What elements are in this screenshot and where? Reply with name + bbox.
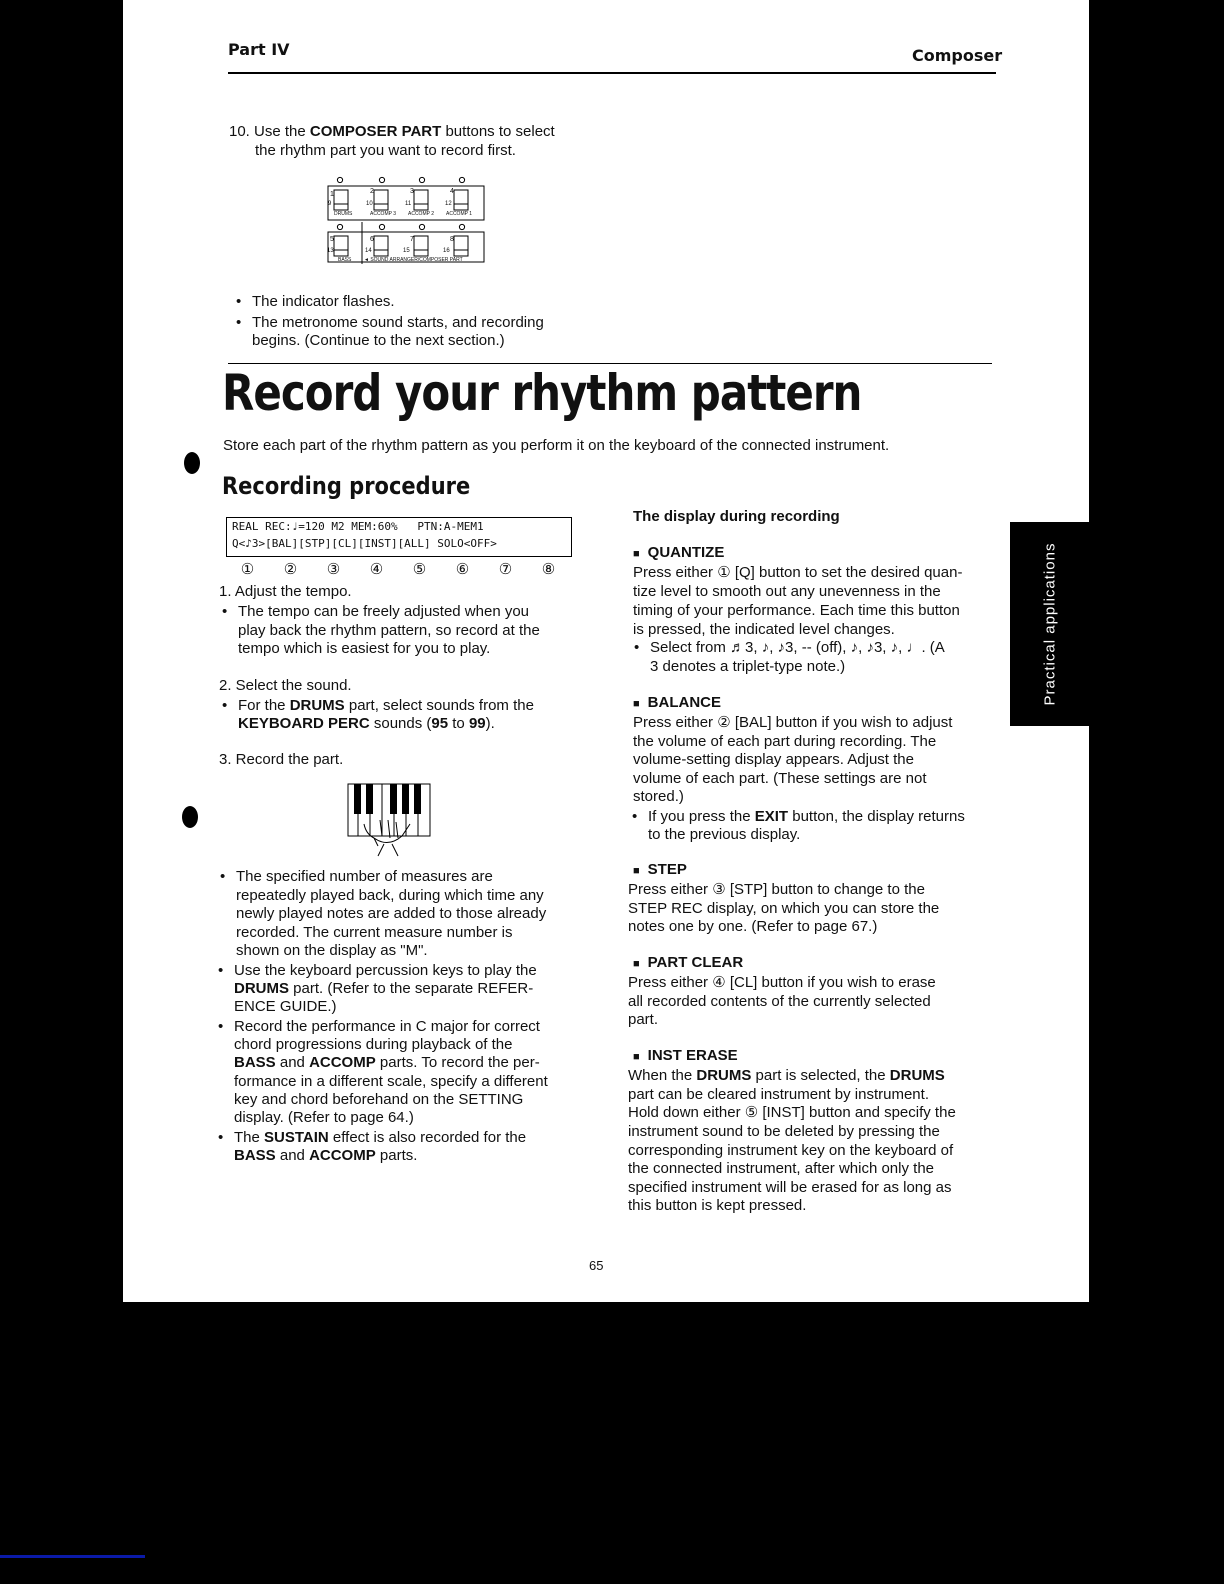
panel-num-2: 2 [370, 188, 374, 195]
step-1-bullet: • The tempo can be freely adjusted when you [238, 603, 529, 621]
panel-num-16: 16 [443, 248, 450, 254]
balance-l2: the volume of each part during recording. The [633, 733, 937, 750]
record-bullet-3: • Record the performance in C major for correct [234, 1018, 540, 1036]
balance-bullet: • If you press the EXIT button, the display returns [648, 808, 965, 826]
lcd-num-3: ③ [326, 561, 341, 578]
panel-num-7: 7 [410, 236, 414, 243]
record-bullet-1-l2: repeatedly played back, during which time any [236, 887, 544, 904]
quantize-bullet-l2: 3 denotes a triplet-type note.) [650, 658, 846, 675]
lcd-num-1: ① [240, 561, 255, 578]
quantize-bullet: • Select from ♬3, ♪, ♪3, -- (off), ♪, ♪3, ♪, ♩. (A [650, 639, 945, 657]
panel-num-4: 4 [450, 188, 454, 195]
header-section: Composer [912, 46, 1003, 65]
bullet-metronome: • The metronome sound starts, and recording [252, 314, 544, 332]
inst-erase-l4: instrument sound to be deleted by pressing the [628, 1123, 940, 1140]
scan-edge-mark [0, 1555, 145, 1558]
panel-num-13: 13 [327, 248, 334, 254]
inst-erase-l5: corresponding instrument key on the keyboard of [628, 1142, 954, 1159]
step-10: 10. Use the COMPOSER PART buttons to select [229, 123, 555, 140]
panel-num-10: 10 [366, 201, 373, 207]
inst-erase-l6: the connected instrument, after which only the [628, 1160, 935, 1177]
step-2: 2. Select the sound. [219, 677, 352, 694]
step-10-line2: the rhythm part you want to record first. [255, 142, 516, 159]
record-bullet-3-l5: key and chord beforehand on the SETTING [234, 1091, 524, 1108]
step-2-bullet: • For the DRUMS part, select sounds from the [238, 697, 534, 715]
inst-erase-l7: specified instrument will be erased for as long as [628, 1179, 952, 1196]
record-bullet-1-l5: shown on the display as "M". [236, 942, 428, 959]
panel-num-6: 6 [370, 236, 374, 243]
panel-label-accomp2: ACCOMP 2 [408, 211, 435, 217]
record-bullet-4: • The SUSTAIN effect is also recorded for the [234, 1129, 526, 1147]
step-l1: Press either ③ [STP] button to change to the [628, 881, 925, 898]
record-bullet-1-l4: recorded. The current measure number is [236, 924, 513, 941]
quantize-l4: is pressed, the indicated level changes. [633, 621, 895, 638]
balance-l4: volume of each part. (These settings are not [633, 770, 927, 787]
lcd-num-5: ⑤ [412, 561, 427, 578]
balance-l3: volume-setting display appears. Adjust the [633, 751, 914, 768]
panel-num-9: 9 [328, 201, 332, 207]
lcd-button-numbers [226, 560, 570, 578]
quantize-l2: tize level to smooth out any unevenness in the [633, 583, 941, 600]
record-bullet-3-l6: display. (Refer to page 64.) [234, 1109, 414, 1126]
lcd-num-4: ④ [369, 561, 384, 578]
section-subtitle: Recording procedure [222, 472, 471, 500]
bullet-metronome-line2: begins. (Continue to the next section.) [252, 332, 505, 349]
panel-num-8: 8 [450, 236, 454, 243]
panel-num-3: 3 [410, 188, 414, 195]
scan-hole-mark-2 [182, 806, 198, 828]
intro-text: Store each part of the rhythm pattern as you perform it on the keyboard of the connected instrument. [223, 437, 890, 454]
scan-background [123, 1302, 1089, 1584]
step-1-bullet-line2: play back the rhythm pattern, so record at the [238, 622, 540, 639]
side-tab-practical-applications [1010, 522, 1090, 726]
inst-erase-l3: Hold down either ⑤ [INST] button and specify the [628, 1104, 956, 1121]
step-3: 3. Record the part. [219, 751, 344, 768]
page-title: Record your rhythm pattern [222, 364, 862, 422]
record-bullet-3-l2: chord progressions during playback of the [234, 1036, 513, 1053]
side-tab-label: Practical applications [1041, 542, 1059, 706]
balance-bullet-l2: to the previous display. [648, 826, 801, 843]
step-heading: ■ STEP [633, 861, 687, 880]
lcd-num-8: ⑧ [541, 561, 556, 578]
step-2-bullet-line2: KEYBOARD PERC sounds (95 to 99). [238, 715, 495, 732]
balance-heading: ■ BALANCE [633, 694, 721, 713]
record-bullet-1: • The specified number of measures are [236, 868, 493, 886]
lcd-num-2: ② [283, 561, 298, 578]
record-bullet-2-l2: DRUMS part. (Refer to the separate REFER- [234, 980, 534, 997]
scan-hole-mark [184, 452, 200, 474]
part-clear-l1: Press either ④ [CL] button if you wish to erase [628, 974, 936, 991]
record-bullet-1-l3: newly played notes are added to those already [236, 905, 547, 922]
part-clear-heading: ■ PART CLEAR [633, 954, 743, 973]
lcd-line1: REAL REC:♩=120 M2 MEM:60% PTN:A-MEM1 [232, 520, 484, 533]
balance-l1: Press either ② [BAL] button if you wish to adjust [633, 714, 953, 731]
record-bullet-4-l2: BASS and ACCOMP parts. [234, 1147, 418, 1164]
inst-erase-l8: this button is kept pressed. [628, 1197, 807, 1214]
lcd-num-7: ⑦ [498, 561, 513, 578]
header-rule [228, 72, 996, 74]
record-bullet-3-l3: BASS and ACCOMP parts. To record the per- [234, 1054, 540, 1071]
quantize-heading: ■ QUANTIZE [633, 544, 724, 563]
lcd-line2: Q<♪3>[BAL][STP][CL][INST][ALL] SOLO<OFF> [232, 537, 497, 550]
panel-num-1: 1 [330, 191, 334, 198]
part-clear-l2: all recorded contents of the currently selected [628, 993, 931, 1010]
step-1: 1. Adjust the tempo. [219, 583, 352, 600]
panel-label-accomp3: ACCOMP 3 [370, 211, 397, 217]
panel-label-drums: DRUMS [334, 211, 353, 217]
balance-l5: stored.) [633, 788, 684, 805]
display-heading: The display during recording [633, 508, 840, 525]
bullet-indicator: • The indicator flashes. [252, 293, 395, 311]
step-l3: notes one by one. (Refer to page 67.) [628, 918, 878, 935]
panel-num-5: 5 [330, 236, 334, 243]
panel-num-14: 14 [365, 248, 372, 254]
step-l2: STEP REC display, on which you can store the [628, 900, 940, 917]
keyboard-hand-illustration [344, 780, 434, 860]
page-number: 65 [589, 1258, 604, 1273]
panel-label-accomp1: ACCOMP 1 [446, 211, 473, 217]
quantize-l3: timing of your performance. Each time this button [633, 602, 960, 619]
step-1-bullet-line3: tempo which is easiest for you to play. [238, 640, 491, 657]
panel-num-11: 11 [405, 201, 412, 207]
panel-label-bass: BASS [338, 257, 352, 263]
panel-num-15: 15 [403, 248, 410, 254]
quantize-l1: Press either ① [Q] button to set the desired quan- [633, 564, 963, 581]
lcd-num-6: ⑥ [455, 561, 470, 578]
panel-label-note: ◄ SOUND ARRANGER/COMPOSER PART [364, 257, 463, 263]
record-bullet-2: • Use the keyboard percussion keys to play the [234, 962, 537, 980]
inst-erase-l2: part can be cleared instrument by instrument. [628, 1086, 929, 1103]
header-part: Part IV [228, 40, 290, 59]
record-bullet-2-l3: ENCE GUIDE.) [234, 998, 337, 1015]
panel-num-12: 12 [445, 201, 452, 207]
inst-erase-l1: When the DRUMS part is selected, the DRUMS [628, 1067, 945, 1084]
record-bullet-3-l4: formance in a different scale, specify a different [234, 1073, 548, 1090]
inst-erase-heading: ■ INST ERASE [633, 1047, 738, 1066]
part-clear-l3: part. [628, 1011, 659, 1028]
lcd-display [226, 517, 572, 557]
